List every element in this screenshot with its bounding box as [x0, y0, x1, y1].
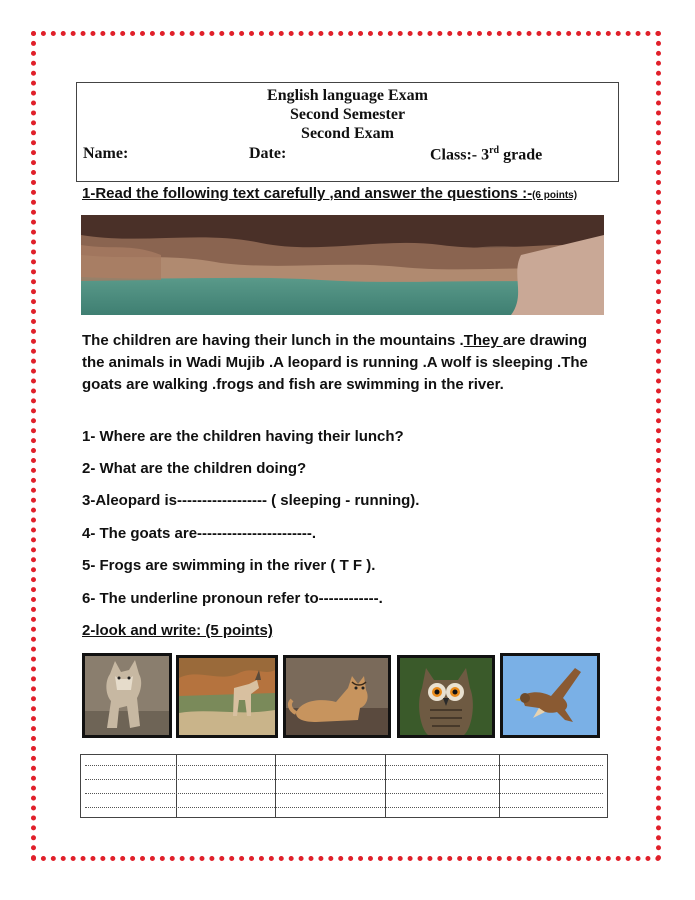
exam-title: English language Exam	[267, 87, 428, 104]
question-2: 2- What are the children doing?	[82, 460, 307, 477]
question-3: 3-Aleopard is------------------ ( sleeping - running).	[82, 492, 420, 509]
section1-title: 1-Read the following text carefully ,and answer the questions :-(6 points)	[82, 185, 578, 202]
writing-line[interactable]	[85, 807, 603, 808]
question-4: 4- The goats are-----------------------.	[82, 525, 317, 542]
answer-grid	[80, 754, 608, 818]
reading-passage: The children are having their lunch in the mountains .They are drawing the animals in Wadi Mujib .A leopard is running .A wolf is sleeping .The goats are walking .frogs and fish are swimming in the river.	[82, 332, 588, 393]
class-label: Class:- 3rd grade	[430, 145, 543, 164]
owl-picture	[397, 655, 495, 738]
eagle-picture	[500, 653, 600, 738]
section2-title: 2-look and write: (5 points)	[82, 622, 273, 639]
goat-picture	[176, 655, 278, 738]
question-6: 6- The underline pronoun refer to------------.	[82, 590, 383, 607]
writing-line[interactable]	[85, 765, 603, 766]
exam-number-label: Second Exam	[301, 125, 394, 142]
date-label: Date:	[249, 145, 287, 162]
exam-header	[76, 82, 619, 182]
semester-label: Second Semester	[289, 106, 406, 123]
leopard-picture	[283, 655, 391, 738]
question-5: 5- Frogs are swimming in the river ( T F ).	[82, 557, 376, 574]
writing-line[interactable]	[85, 779, 603, 780]
underlined-pronoun: They	[463, 332, 503, 349]
writing-line[interactable]	[85, 793, 603, 794]
canyon-river-photo	[81, 215, 604, 315]
name-label: Name:	[83, 145, 129, 162]
wolf-picture	[82, 653, 172, 738]
question-1: 1- Where are the children having their lunch?	[82, 428, 404, 445]
